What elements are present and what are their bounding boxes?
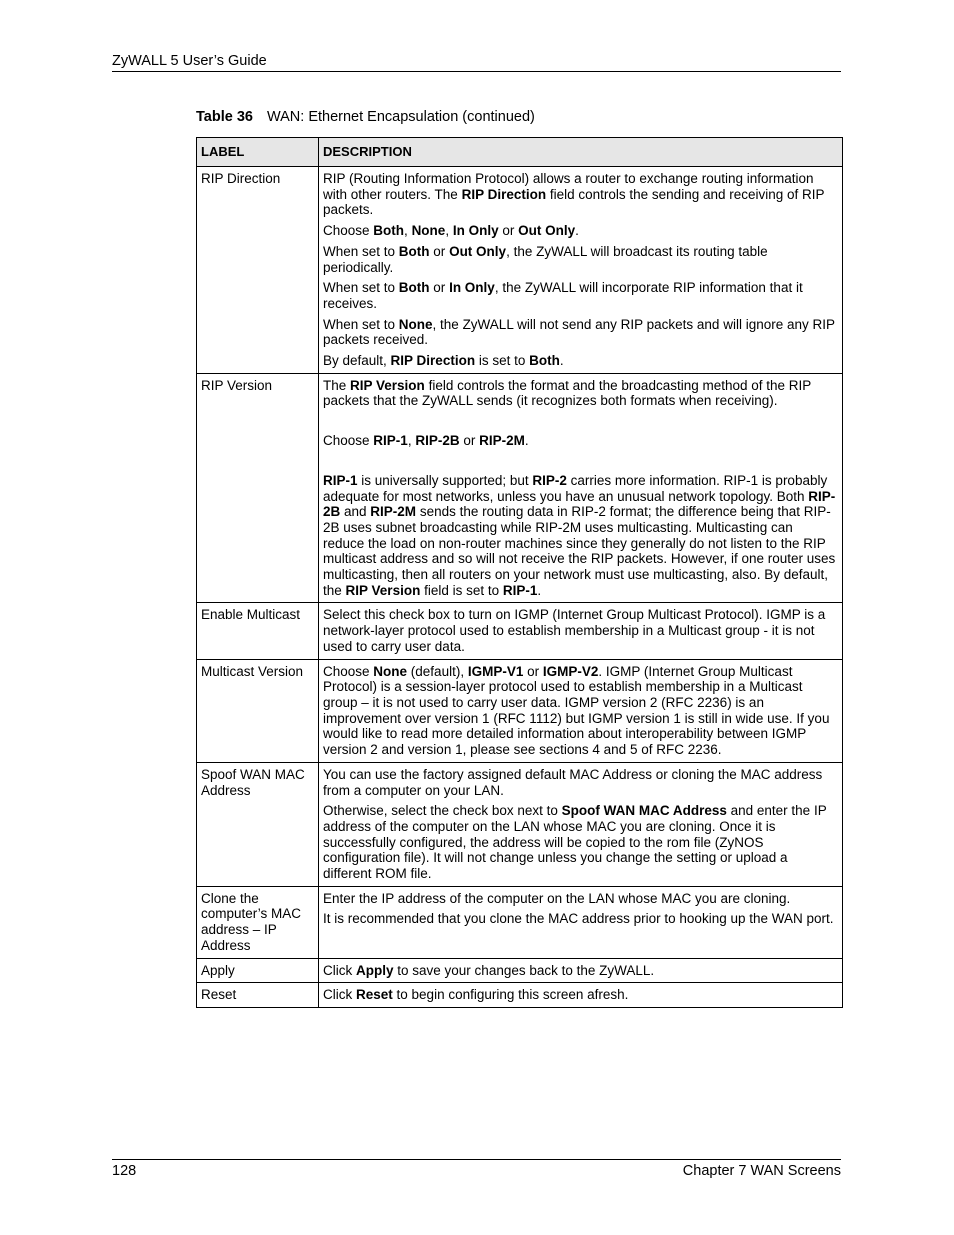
table-caption: [196, 108, 535, 126]
text-run: and enter the IP address of the computer on the LAN whose MAC you are cloning. Once it is successfully configured, the address will be copied to the rom file (ZyNOS configuration file). It will not change unless you change the setting or upload a different ROM file.: [323, 803, 827, 882]
bold-term: RIP-1: [373, 433, 408, 449]
description-paragraph: [323, 664, 836, 758]
bold-term: None: [398, 316, 433, 332]
table-row: [197, 603, 843, 659]
footer-divider: [112, 1159, 841, 1160]
row-description: [319, 958, 843, 983]
text-run: When set to: [323, 243, 399, 259]
description-paragraph: [323, 963, 836, 979]
description-paragraph: [323, 223, 836, 239]
table-header-row: [197, 138, 843, 167]
bold-term: RIP-2: [532, 472, 567, 488]
row-description: [319, 983, 843, 1008]
row-description: [319, 603, 843, 659]
text-run: Choose: [323, 433, 374, 449]
text-run: carries more information. RIP-1 is probably adequate for most networks, unless you have an unusual network topology. Both: [323, 472, 828, 504]
text-run: to begin configuring this screen afresh.: [392, 987, 629, 1003]
text-run: You can use the factory assigned default MAC Address or cloning the MAC address from a computer on your LAN.: [323, 766, 823, 798]
description-paragraph: [323, 911, 836, 927]
text-run: Enter the IP address of the computer on the LAN whose MAC you are cloning.: [323, 890, 791, 906]
bold-term: Both: [398, 280, 430, 296]
description-paragraph: [323, 317, 836, 348]
table-caption-text: WAN: Ethernet Encapsulation (continued): [266, 109, 535, 125]
text-run: Click: [323, 987, 356, 1003]
row-description: [319, 762, 843, 886]
row-description: [319, 886, 843, 958]
text-run: sends the routing data in RIP-2 format; the difference being that RIP-2B uses subnet broadcasting while RIP-2M uses multicasting. Multicasting can reduce the load on non-router machines since they generally do not listen to the RIP multicast address and so will not receive the RIP packets. However, if one router uses multicasting, then all routers on your network must use multicasting, also. By default, the: [323, 504, 836, 598]
bold-term: None: [373, 663, 408, 679]
text-run: or: [498, 223, 519, 239]
bold-term: RIP-2B: [415, 433, 460, 449]
description-paragraph: [323, 353, 836, 369]
text-run: .: [575, 223, 579, 239]
chapter-title: Chapter 7 WAN Screens: [682, 1163, 841, 1179]
description-paragraph: [323, 280, 836, 311]
row-label: Clone the computer’s MAC address – IP Address: [197, 886, 319, 958]
table-row: [197, 886, 843, 958]
description-paragraph: [323, 607, 836, 654]
row-label: Apply: [197, 958, 319, 983]
bold-term: RIP-1: [502, 582, 538, 598]
text-run: . IGMP (Internet Group Multicast Protocol) is a session-layer protocol used to establish membership in a Multicast group – it is not used to carry user data. IGMP version 2 (RFC 2236) is an improvement over version 1 (RFC 1112) but IGMP version 1 is still in wide use. If you would like to read more detailed information about interoperability between IGMP version 2 and version 1, please see sections 4 and 5 of RFC 2236.: [323, 663, 830, 758]
bold-term: IGMP-V1: [467, 663, 524, 679]
table-row: [197, 373, 843, 603]
bold-term: RIP Version: [345, 582, 421, 598]
text-run: , the ZyWALL will incorporate RIP information that it receives.: [323, 280, 803, 311]
text-run: ,: [445, 223, 453, 239]
bold-term: Spoof WAN MAC Address: [561, 803, 727, 819]
description-paragraph: [323, 244, 836, 275]
text-run: or: [429, 243, 450, 259]
bold-term: RIP-1: [323, 472, 358, 488]
row-label: Spoof WAN MAC Address: [197, 762, 319, 886]
text-run: or: [523, 663, 543, 679]
bold-term: Both: [398, 243, 430, 259]
row-description: [319, 167, 843, 374]
text-run: Otherwise, select the check box next to: [323, 803, 562, 819]
bold-term: RIP Direction: [390, 353, 476, 369]
text-run: RIP (Routing Information Protocol) allows a router to exchange routing information with other routers. The: [323, 171, 814, 202]
bold-term: RIP-2M: [370, 504, 417, 520]
bold-term: Reset: [356, 987, 393, 1003]
column-header-label: LABEL: [197, 138, 319, 167]
bold-term: Both: [529, 353, 560, 369]
bold-term: None: [411, 223, 446, 239]
text-run: and: [340, 504, 371, 520]
row-description: [319, 373, 843, 603]
text-run: ,: [404, 223, 412, 239]
text-run: or: [459, 433, 480, 449]
text-run: Choose: [323, 663, 374, 679]
description-paragraph: [323, 378, 836, 409]
description-paragraph: [323, 803, 836, 882]
bold-term: In Only: [449, 280, 495, 296]
text-run: field is set to: [420, 582, 503, 598]
header-divider: [112, 71, 841, 72]
text-run: field controls the sending and receiving of RIP packets.: [323, 186, 825, 218]
description-paragraph: [323, 987, 836, 1003]
row-label: Reset: [197, 983, 319, 1008]
text-run: The: [323, 377, 351, 393]
bold-term: Both: [373, 223, 405, 239]
text-run: When set to: [323, 316, 399, 332]
bold-term: Apply: [356, 962, 394, 978]
page-number: 128: [112, 1163, 137, 1179]
bold-term: RIP-2M: [479, 433, 525, 449]
row-label: RIP Direction: [197, 167, 319, 374]
text-run: When set to: [323, 280, 399, 296]
table-caption-label: Table 36: [196, 109, 253, 125]
text-run: Select this check box to turn on IGMP (Internet Group Multicast Protocol). IGMP is a network-layer protocol used to establish membership in a Multicast group - it is not used to carry user data.: [323, 607, 826, 654]
bold-term: In Only: [452, 223, 499, 239]
description-paragraph: [323, 767, 836, 798]
row-description: [319, 659, 843, 762]
bold-term: Out Only: [518, 223, 576, 239]
text-run: Click: [323, 962, 356, 978]
text-run: to save your changes back to the ZyWALL.: [393, 962, 655, 978]
text-run: ,: [407, 433, 416, 449]
wan-encapsulation-table: [196, 137, 843, 1008]
text-run: Choose: [323, 223, 374, 239]
text-run: .: [524, 433, 529, 449]
table-row: [197, 659, 843, 762]
table-row: [197, 167, 843, 374]
text-run: , the ZyWALL will broadcast its routing table periodically.: [323, 243, 768, 275]
description-paragraph: [323, 473, 836, 599]
description-paragraph: [323, 171, 836, 218]
text-run: field controls the format and the broadcasting method of the RIP packets that the ZyWALL sends (it recognizes both formats when receiving).: [323, 377, 812, 409]
bold-term: Out Only: [449, 243, 507, 259]
running-header: ZyWALL 5 User’s Guide: [112, 53, 267, 69]
text-run: .: [559, 353, 564, 369]
table-row: [197, 958, 843, 983]
text-run: By default,: [323, 353, 391, 369]
table-body: [197, 167, 843, 1008]
bold-term: RIP Version: [350, 377, 425, 393]
table-row: [197, 983, 843, 1008]
bold-term: RIP-2B: [323, 488, 836, 520]
description-paragraph: [323, 433, 836, 449]
bold-term: RIP Direction: [461, 186, 547, 202]
column-header-description: DESCRIPTION: [319, 138, 843, 167]
text-run: is set to: [475, 353, 530, 369]
bold-term: IGMP-V2: [542, 663, 599, 679]
row-label: Multicast Version: [197, 659, 319, 762]
text-run: is universally supported; but: [357, 472, 533, 488]
row-label: Enable Multicast: [197, 603, 319, 659]
text-run: It is recommended that you clone the MAC address prior to hooking up the WAN port.: [323, 911, 834, 927]
row-label: RIP Version: [197, 373, 319, 603]
table-row: [197, 762, 843, 886]
text-run: or: [429, 280, 450, 296]
text-run: (default),: [407, 663, 468, 679]
description-paragraph: [323, 891, 836, 907]
text-run: , the ZyWALL will not send any RIP packets and will ignore any RIP packets received.: [323, 316, 835, 348]
text-run: .: [537, 582, 542, 598]
